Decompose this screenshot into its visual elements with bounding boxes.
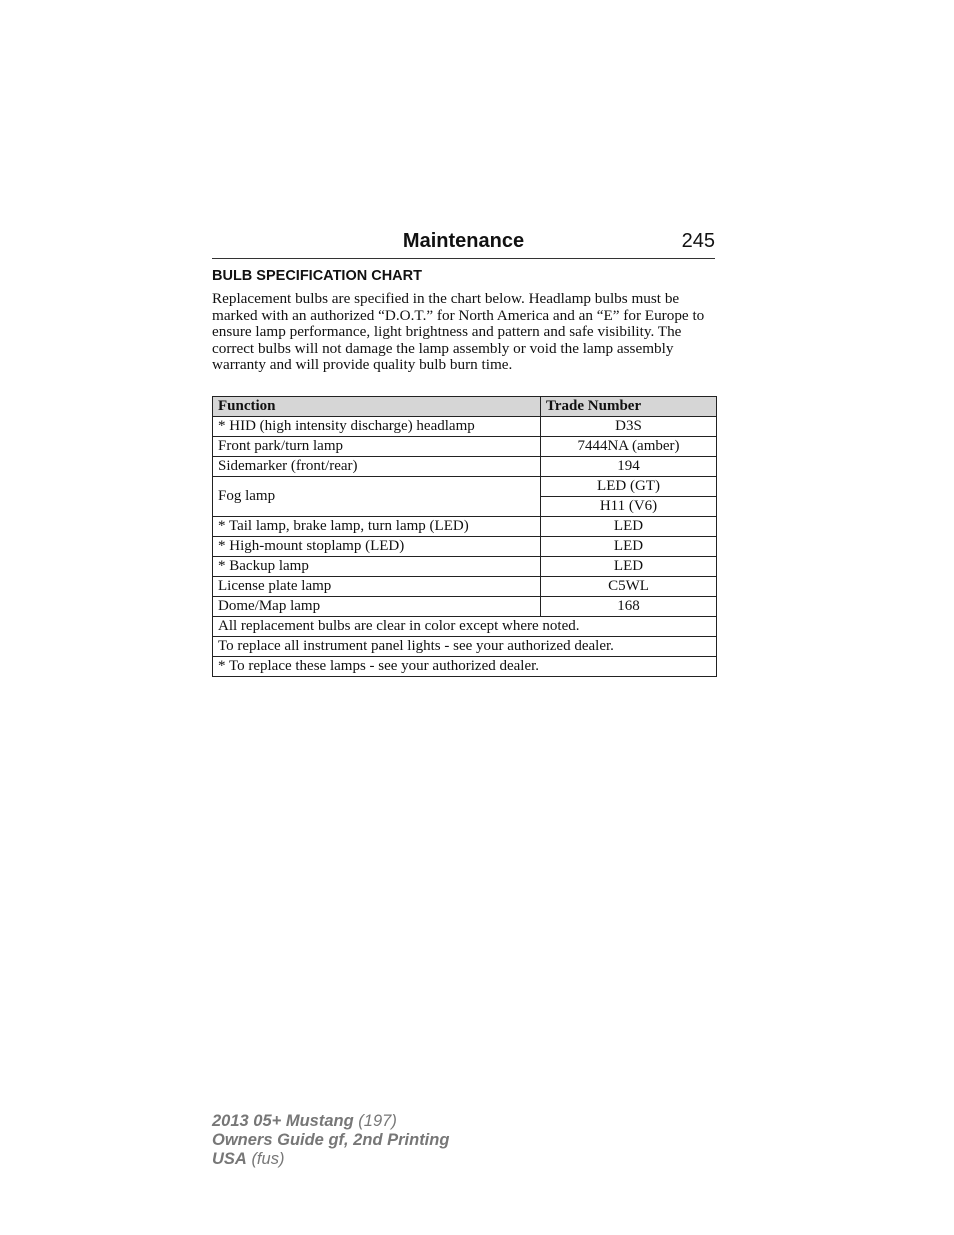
function-cell: * HID (high intensity discharge) headlamp bbox=[213, 417, 541, 437]
table-note: * To replace these lamps - see your authorized dealer. bbox=[213, 657, 717, 677]
chart-heading: BULB SPECIFICATION CHART bbox=[212, 268, 422, 284]
table-note-row bbox=[213, 637, 717, 657]
intro-paragraph: Replacement bulbs are specified in the chart below. Headlamp bulbs must be marked with an authorized “D.O.T.” for North America and an “E” for Europe to ensure lamp performance, light brightness and pattern and safe visibility. The correct bulbs will not damage the lamp assembly or void the lamp assembly warranty and will provide quality bulb burn time. bbox=[212, 290, 705, 373]
trade-number-cell: D3S bbox=[541, 417, 717, 437]
trade-number-cell: C5WL bbox=[541, 577, 717, 597]
table-row bbox=[213, 457, 717, 477]
function-cell: Sidemarker (front/rear) bbox=[213, 457, 541, 477]
footer-market: USA bbox=[212, 1150, 247, 1168]
bulb-specification-table bbox=[212, 396, 717, 677]
function-cell: Fog lamp bbox=[213, 477, 541, 517]
column-header-trade-number: Trade Number bbox=[541, 397, 717, 417]
page-header bbox=[212, 228, 715, 259]
footer-model: 2013 05+ Mustang bbox=[212, 1112, 354, 1130]
table-row bbox=[213, 477, 717, 497]
table-row bbox=[213, 537, 717, 557]
table-row bbox=[213, 557, 717, 577]
footer-guide: Owners Guide gf, 2nd Printing bbox=[212, 1131, 450, 1149]
function-cell: Front park/turn lamp bbox=[213, 437, 541, 457]
trade-number-cell: LED bbox=[541, 517, 717, 537]
trade-number-cell: LED (GT) bbox=[541, 477, 717, 497]
trade-number-cell: LED bbox=[541, 537, 717, 557]
trade-number-cell: 194 bbox=[541, 457, 717, 477]
trade-number-cell: LED bbox=[541, 557, 717, 577]
table-note-row bbox=[213, 617, 717, 637]
table-row bbox=[213, 417, 717, 437]
footer-line-market bbox=[212, 1150, 449, 1169]
trade-number-cell: H11 (V6) bbox=[541, 497, 717, 517]
table-note-row bbox=[213, 657, 717, 677]
footer-line-model bbox=[212, 1112, 449, 1131]
section-title: Maintenance bbox=[402, 230, 525, 252]
table-note: All replacement bulbs are clear in color except where noted. bbox=[213, 617, 717, 637]
function-cell: License plate lamp bbox=[213, 577, 541, 597]
table-row bbox=[213, 517, 717, 537]
function-cell: * High-mount stoplamp (LED) bbox=[213, 537, 541, 557]
function-cell: Dome/Map lamp bbox=[213, 597, 541, 617]
footer-market-code: (fus) bbox=[251, 1150, 285, 1168]
table-row bbox=[213, 597, 717, 617]
footer-model-code: (197) bbox=[358, 1112, 397, 1130]
table-note: To replace all instrument panel lights - see your authorized dealer. bbox=[213, 637, 717, 657]
table-row bbox=[213, 437, 717, 457]
trade-number-cell: 7444NA (amber) bbox=[541, 437, 717, 457]
trade-number-cell: 168 bbox=[541, 597, 717, 617]
document-footer bbox=[212, 1112, 449, 1169]
function-cell: * Backup lamp bbox=[213, 557, 541, 577]
function-cell: * Tail lamp, brake lamp, turn lamp (LED) bbox=[213, 517, 541, 537]
table-row bbox=[213, 577, 717, 597]
page-number: 245 bbox=[681, 230, 715, 252]
column-header-function: Function bbox=[213, 397, 541, 417]
footer-line-guide bbox=[212, 1131, 449, 1150]
table-header-row bbox=[213, 397, 717, 417]
